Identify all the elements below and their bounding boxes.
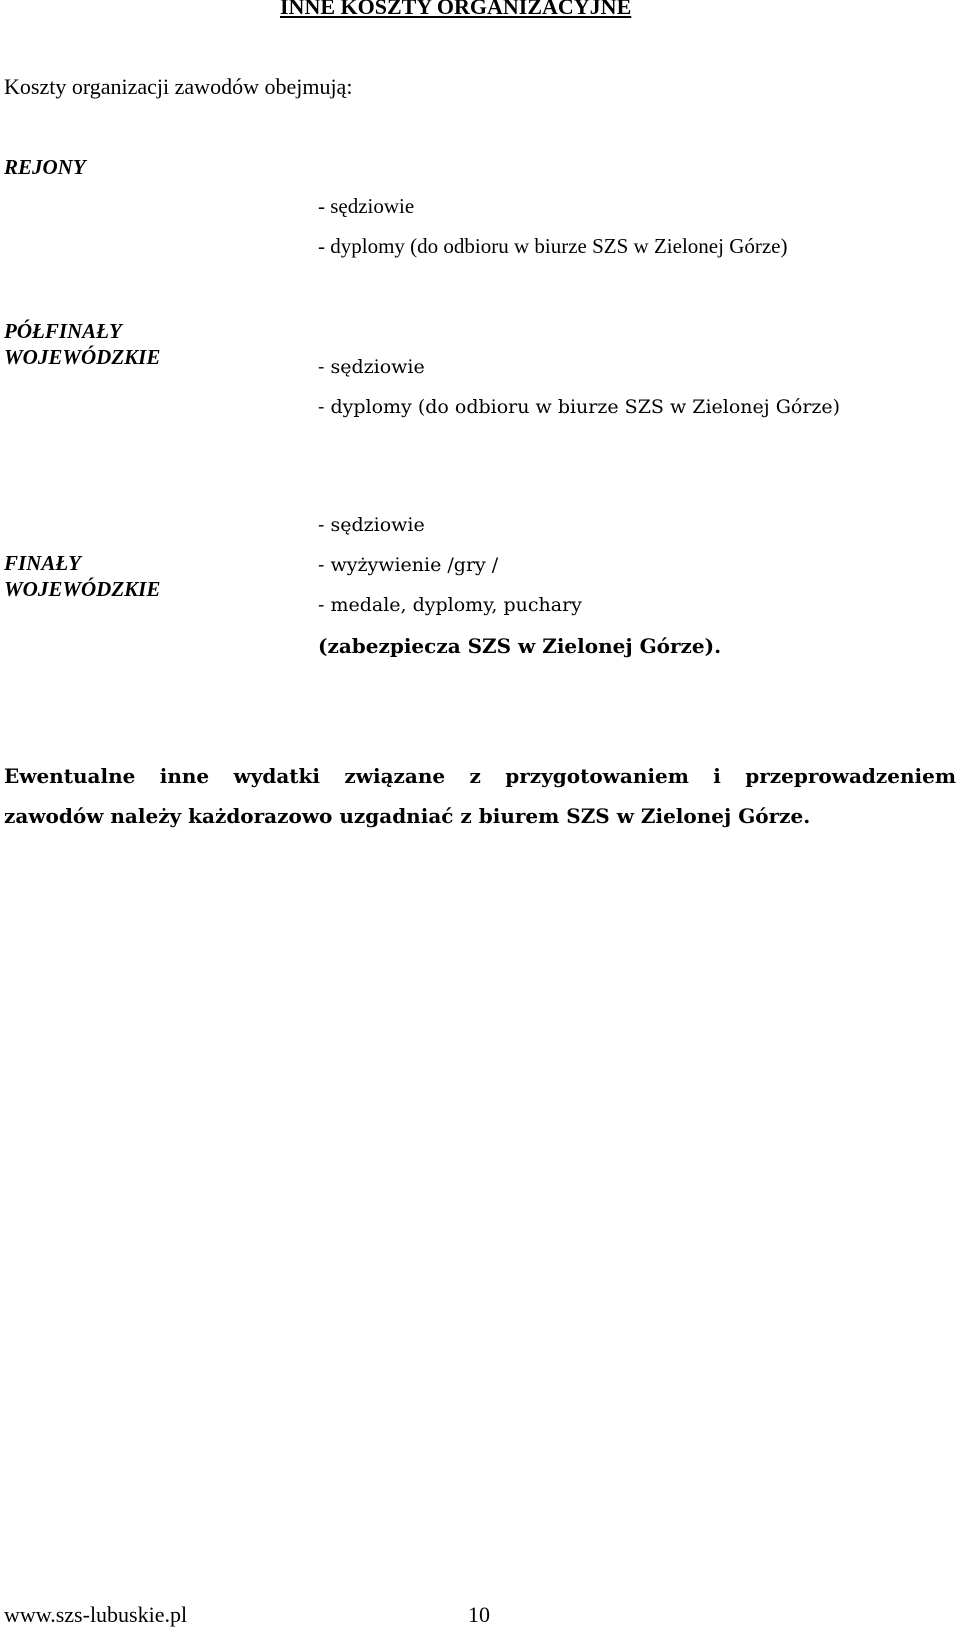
section-item: - dyplomy (do odbioru w biurze SZS w Zielonej Górze) [318,396,841,418]
page-number: 10 [468,1602,490,1627]
section-item: - sędziowie [318,194,415,218]
page-title: INNE KOSZTY ORGANIZACYJNE [280,0,632,19]
section-label-line: WOJEWÓDZKIE [4,577,161,601]
footer-url: www.szs-lubuskie.pl [4,1602,188,1627]
section-item: - sędziowie [318,514,425,536]
section-item: - sędziowie [318,356,425,378]
section-label-polfinaly [4,318,160,370]
section-label-line: PÓŁFINAŁY [4,319,122,343]
closing-paragraph-line: Ewentualne inne wydatki związane z przygotowaniem i przeprowadzeniem [4,764,956,788]
intro-text: Koszty organizacji zawodów obejmują: [4,74,353,99]
section-note: (zabezpiecza SZS w Zielonej Górze). [318,634,722,658]
section-label-finaly [4,550,160,602]
section-item: - dyplomy (do odbioru w biurze SZS w Zielonej Górze) [318,234,788,258]
section-item: - medale, dyplomy, puchary [318,594,582,616]
section-item: - wyżywienie /gry / [318,554,499,576]
section-label-rejony [4,154,86,180]
section-label-line: WOJEWÓDZKIE [4,345,161,369]
section-label-line: FINAŁY [4,551,82,575]
section-label-line: REJONY [4,155,86,179]
closing-paragraph [4,756,956,836]
closing-paragraph-line: zawodów należy każdorazowo uzgadniać z biurem SZS w Zielonej Górze. [4,804,811,828]
